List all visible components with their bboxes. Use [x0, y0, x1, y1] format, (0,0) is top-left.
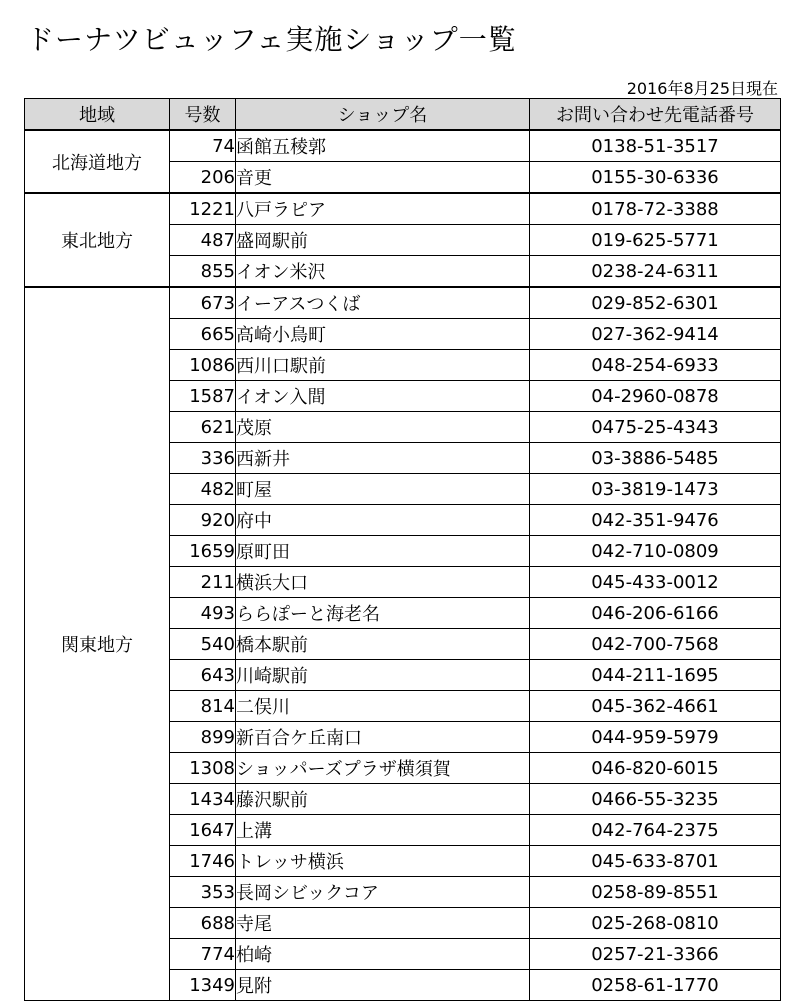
shop-name-cell: 二俣川 — [236, 691, 530, 722]
phone-cell: 0155-30-6336 — [530, 162, 781, 194]
phone-cell: 046-820-6015 — [530, 753, 781, 784]
shop-number-cell: 540 — [170, 629, 236, 660]
shop-number-cell: 621 — [170, 412, 236, 443]
shop-number-cell: 353 — [170, 877, 236, 908]
phone-cell: 03-3886-5485 — [530, 443, 781, 474]
shop-name-cell: 高崎小鳥町 — [236, 319, 530, 350]
region-cell: 北海道地方 — [25, 130, 170, 193]
shop-number-cell: 673 — [170, 287, 236, 319]
shop-number-cell: 487 — [170, 225, 236, 256]
shop-name-cell: 八戸ラピア — [236, 193, 530, 225]
shop-number-cell: 493 — [170, 598, 236, 629]
shop-name-cell: イオン入間 — [236, 381, 530, 412]
shop-number-cell: 814 — [170, 691, 236, 722]
header-phone: お問い合わせ先電話番号 — [530, 99, 781, 131]
shop-number-cell: 1221 — [170, 193, 236, 225]
shop-number-cell: 1349 — [170, 970, 236, 1001]
shop-number-cell: 1308 — [170, 753, 236, 784]
phone-cell: 046-206-6166 — [530, 598, 781, 629]
phone-cell: 019-625-5771 — [530, 225, 781, 256]
shop-number-cell: 1647 — [170, 815, 236, 846]
shop-name-cell: 柏崎 — [236, 939, 530, 970]
shop-name-cell: 原町田 — [236, 536, 530, 567]
page-title: ドーナツビュッフェ実施ショップ一覧 — [26, 23, 517, 56]
shop-number-cell: 1659 — [170, 536, 236, 567]
phone-cell: 044-211-1695 — [530, 660, 781, 691]
region-group — [25, 130, 781, 193]
phone-cell: 042-710-0809 — [530, 536, 781, 567]
phone-cell: 0466-55-3235 — [530, 784, 781, 815]
shop-number-cell: 1434 — [170, 784, 236, 815]
phone-cell: 0138-51-3517 — [530, 130, 781, 162]
phone-cell: 0475-25-4343 — [530, 412, 781, 443]
shop-number-cell: 855 — [170, 256, 236, 288]
phone-cell: 042-700-7568 — [530, 629, 781, 660]
shop-name-cell: 長岡シビックコア — [236, 877, 530, 908]
table-header — [25, 99, 781, 131]
shop-name-cell: 新百合ケ丘南口 — [236, 722, 530, 753]
shop-name-cell: 川崎駅前 — [236, 660, 530, 691]
phone-cell: 045-633-8701 — [530, 846, 781, 877]
shop-number-cell: 1086 — [170, 350, 236, 381]
shop-number-cell: 899 — [170, 722, 236, 753]
phone-cell: 0238-24-6311 — [530, 256, 781, 288]
phone-cell: 03-3819-1473 — [530, 474, 781, 505]
region-cell: 関東地方 — [25, 287, 170, 1001]
shop-number-cell: 211 — [170, 567, 236, 598]
region-cell: 東北地方 — [25, 193, 170, 287]
shop-name-cell: 寺尾 — [236, 908, 530, 939]
shop-name-cell: 藤沢駅前 — [236, 784, 530, 815]
shop-name-cell: 音更 — [236, 162, 530, 194]
shop-table — [24, 98, 781, 1001]
shop-name-cell: 西川口駅前 — [236, 350, 530, 381]
shop-number-cell: 665 — [170, 319, 236, 350]
region-group — [25, 193, 781, 287]
header-number: 号数 — [170, 99, 236, 131]
as-of-date: 2016年8月25日現在 — [626, 79, 778, 98]
phone-cell: 0258-61-1770 — [530, 970, 781, 1001]
phone-cell: 0257-21-3366 — [530, 939, 781, 970]
shop-number-cell: 482 — [170, 474, 236, 505]
table-row — [25, 287, 781, 319]
shop-name-cell: 茂原 — [236, 412, 530, 443]
phone-cell: 044-959-5979 — [530, 722, 781, 753]
shop-name-cell: 見附 — [236, 970, 530, 1001]
shop-name-cell: イーアスつくば — [236, 287, 530, 319]
table-row — [25, 193, 781, 225]
shop-name-cell: トレッサ横浜 — [236, 846, 530, 877]
shop-name-cell: イオン米沢 — [236, 256, 530, 288]
phone-cell: 0178-72-3388 — [530, 193, 781, 225]
shop-number-cell: 74 — [170, 130, 236, 162]
table-row — [25, 130, 781, 162]
shop-number-cell: 1587 — [170, 381, 236, 412]
shop-name-cell: 函館五稜郭 — [236, 130, 530, 162]
phone-cell: 04-2960-0878 — [530, 381, 781, 412]
phone-cell: 042-764-2375 — [530, 815, 781, 846]
shop-name-cell: 盛岡駅前 — [236, 225, 530, 256]
phone-cell: 048-254-6933 — [530, 350, 781, 381]
shop-number-cell: 643 — [170, 660, 236, 691]
shop-name-cell: 橋本駅前 — [236, 629, 530, 660]
region-group — [25, 287, 781, 1001]
shop-name-cell: ららぽーと海老名 — [236, 598, 530, 629]
shop-name-cell: 府中 — [236, 505, 530, 536]
phone-cell: 029-852-6301 — [530, 287, 781, 319]
phone-cell: 027-362-9414 — [530, 319, 781, 350]
phone-cell: 0258-89-8551 — [530, 877, 781, 908]
phone-cell: 045-433-0012 — [530, 567, 781, 598]
shop-number-cell: 206 — [170, 162, 236, 194]
phone-cell: 025-268-0810 — [530, 908, 781, 939]
header-region: 地域 — [25, 99, 170, 131]
shop-name-cell: 横浜大口 — [236, 567, 530, 598]
shop-name-cell: 町屋 — [236, 474, 530, 505]
header-shop-name: ショップ名 — [236, 99, 530, 131]
phone-cell: 045-362-4661 — [530, 691, 781, 722]
shop-number-cell: 774 — [170, 939, 236, 970]
shop-number-cell: 688 — [170, 908, 236, 939]
shop-name-cell: ショッパーズプラザ横須賀 — [236, 753, 530, 784]
shop-name-cell: 上溝 — [236, 815, 530, 846]
phone-cell: 042-351-9476 — [530, 505, 781, 536]
shop-number-cell: 336 — [170, 443, 236, 474]
shop-number-cell: 1746 — [170, 846, 236, 877]
shop-number-cell: 920 — [170, 505, 236, 536]
shop-name-cell: 西新井 — [236, 443, 530, 474]
